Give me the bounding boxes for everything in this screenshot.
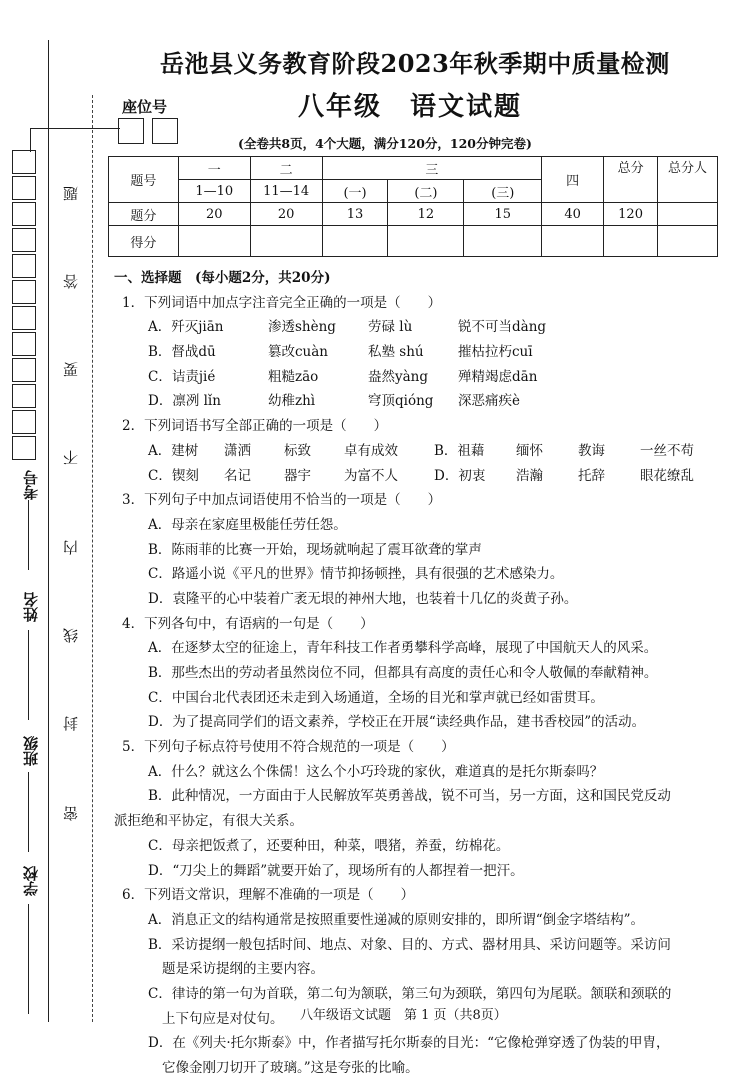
option-item: 缅怀 <box>516 442 543 459</box>
class-label: 班级 <box>22 736 40 766</box>
option-item: 锐不可当dàng <box>458 319 547 336</box>
option-line: D．在《列夫·托尔斯泰》中，作者描写托尔斯泰的目光：“它像枪弹穿透了伪装的甲胄， <box>148 1035 670 1052</box>
table-header-cell: 一 <box>178 157 250 180</box>
score-entry-cell[interactable] <box>178 226 250 257</box>
seal-char: 要 <box>62 362 80 377</box>
option-item: 教诲 <box>578 442 605 459</box>
exam-subtitle: 八年级 语文试题 <box>298 92 523 122</box>
option-line: A．在逐梦太空的征途上，青年科技工作者勇攀科学高峰，展现了中国航天人的风采。 <box>148 640 658 657</box>
seal-char: 不 <box>62 450 80 465</box>
option-item: 托辞 <box>578 467 605 484</box>
table-header-cell: 总分 <box>604 157 658 203</box>
binding-connector-vert <box>30 128 31 152</box>
option-line: A．母亲在家庭里极能任劳任怨。 <box>148 516 347 533</box>
option-item: 潇洒 <box>224 442 251 459</box>
table-cell: 得分 <box>109 226 179 257</box>
question-stem: 2．下列词语书写全部正确的一项是（ ） <box>122 418 388 435</box>
option-item: 摧枯拉朽cuī <box>458 344 533 361</box>
option-item: 幼稚zhì <box>268 393 316 410</box>
option-line: D．为了提高同学们的语文素养，学校正在开展“读经典作品，建书香校园”的活动。 <box>148 714 646 731</box>
exam-number-box[interactable] <box>12 436 36 460</box>
exam-number-box[interactable] <box>12 280 36 304</box>
score-entry-cell[interactable] <box>464 226 542 257</box>
option-item: 粗糙zāo <box>268 368 319 385</box>
score-table-row <box>109 203 718 226</box>
exam-number-box[interactable] <box>12 384 36 408</box>
table-cell: 15 <box>464 203 542 226</box>
table-header-cell: 四 <box>542 157 604 203</box>
exam-number-box[interactable] <box>12 202 36 226</box>
option-line: A．什么？就这么个侏儒！这么个小巧玲珑的家伙，难道真的是托尔斯泰吗？ <box>148 763 604 780</box>
class-underline <box>28 772 29 852</box>
page-footer: 八年级语文试题 第 1 页（共8页） <box>300 1008 507 1023</box>
exam-number-box[interactable] <box>12 306 36 330</box>
exam-number-box[interactable] <box>12 254 36 278</box>
school-label: 学校 <box>22 866 40 896</box>
option-item: 劳碌 lù <box>368 319 413 336</box>
option-item: 标致 <box>284 442 311 459</box>
score-entry-cell[interactable] <box>658 226 718 257</box>
score-entry-cell[interactable] <box>322 226 388 257</box>
option-line: B．那些杰出的劳动者虽然岗位不同，但都具有高度的责任心和令人敬佩的奉献精神。 <box>148 665 658 681</box>
option-item: 卓有成效 <box>344 442 398 459</box>
exam-number-box[interactable] <box>12 150 36 174</box>
option-item: 名记 <box>224 467 251 484</box>
name-label: 姓名 <box>22 592 40 622</box>
table-header-cell: 二 <box>250 157 322 180</box>
table-cell: 13 <box>322 203 388 226</box>
section-heading: 一、选择题 (每小题2分，共20分) <box>114 270 331 286</box>
option-item: 为富不人 <box>344 467 398 484</box>
table-cell: 120 <box>604 203 658 226</box>
seat-number-box[interactable] <box>152 118 178 144</box>
school-underline <box>28 904 29 1014</box>
exam-no-underline <box>28 500 29 570</box>
option-item: C．锲刻 <box>148 467 199 484</box>
score-table-row <box>109 157 718 180</box>
table-subheader-cell: 1—10 <box>178 180 250 203</box>
option-item: A．歼灭jiān <box>148 319 224 336</box>
question-stem: 1．下列词语中加点字注音完全正确的一项是（ ） <box>122 294 442 311</box>
option-item: 殚精竭虑dān <box>458 368 538 385</box>
option-line: B．此种情况，一方面由于人民解放军英勇善战，锐不可当，另一方面，这和国民党反动 <box>148 788 671 805</box>
table-cell: 20 <box>178 203 250 226</box>
option-item: 篡改cuàn <box>268 344 328 361</box>
table-header-cell: 题号 <box>109 157 179 203</box>
seal-char: 线 <box>62 628 80 643</box>
binding-connector <box>30 128 120 129</box>
exam-number-box[interactable] <box>12 176 36 200</box>
table-cell[interactable] <box>658 203 718 226</box>
exam-no-label: 考号 <box>22 470 40 500</box>
option-line: 上下句应是对仗句。 <box>162 1010 284 1027</box>
option-line: C．律诗的第一句为首联，第二句为颔联，第三句为颈联，第四句为尾联。颔联和颈联的 <box>148 985 672 1002</box>
option-item: 盎然yàng <box>368 368 429 385</box>
name-underline <box>28 630 29 720</box>
table-subheader-cell: (三) <box>464 180 542 203</box>
exam-number-box[interactable] <box>12 358 36 382</box>
option-row <box>114 315 726 340</box>
score-entry-cell[interactable] <box>388 226 464 257</box>
option-item: 眼花缭乱 <box>640 467 694 484</box>
question-stem: 5．下列句子标点符号使用不符合规范的一项是（ ） <box>122 739 455 756</box>
option-item: 私塾 shú <box>368 344 424 361</box>
seal-char: 答 <box>62 274 80 289</box>
option-item: A．建树 <box>148 442 199 459</box>
score-table-row <box>109 226 718 257</box>
option-line: D．“刀尖上的舞蹈”就要开始了，现场所有的人都捏着一把汗。 <box>148 862 524 879</box>
option-line: 它像金刚刀切开了玻璃。”这是夸张的比喻。 <box>162 1060 419 1076</box>
option-line: A．消息正文的结构通常是按照重要性递减的原则安排的，即所谓“倒金字塔结构”。 <box>148 911 645 928</box>
option-line: B．采访提纲一般包括时间、地点、对象、目的、方式、器材用具、采访问题等。采访问 <box>148 936 671 953</box>
option-item: C．诘责jié <box>148 368 216 385</box>
seal-char: 题 <box>62 186 80 201</box>
score-entry-cell[interactable] <box>542 226 604 257</box>
seat-number-label: 座位号 <box>122 98 168 116</box>
exam-number-box[interactable] <box>12 228 36 252</box>
option-item: 穹顶qióng <box>368 393 434 410</box>
option-row <box>114 389 726 414</box>
table-cell: 题分 <box>109 203 179 226</box>
exam-number-box[interactable] <box>12 332 36 356</box>
table-subheader-cell: (二) <box>388 180 464 203</box>
table-cell: 20 <box>250 203 322 226</box>
table-subheader-cell: 11—14 <box>250 180 322 203</box>
option-line: B．陈雨菲的比赛一开始，现场就响起了震耳欲聋的掌声 <box>148 541 482 558</box>
option-line: C．母亲把饭煮了，还要种田，种菜，喂猪，养蚕，纺棉花。 <box>148 837 510 854</box>
seal-char: 封 <box>62 716 80 731</box>
question-stem: 6．下列语文常识，理解不准确的一项是（ ） <box>122 887 415 904</box>
score-table <box>108 156 718 257</box>
question-stem: 4．下列各句中，有语病的一句是（ ） <box>122 615 374 632</box>
seal-char: 内 <box>62 540 80 555</box>
binding-line-dashed <box>92 95 93 1022</box>
option-row <box>114 365 726 390</box>
score-entry-cell[interactable] <box>250 226 322 257</box>
table-header-cell: 三 <box>322 157 542 180</box>
question-stem: 3．下列句子中加点词语使用不恰当的一项是（ ） <box>122 492 442 509</box>
option-item: 器宇 <box>284 467 311 484</box>
exam-number-box[interactable] <box>12 410 36 434</box>
option-item: 深恶痛疾è <box>458 393 520 410</box>
seal-char: 密 <box>62 806 80 821</box>
score-entry-cell[interactable] <box>604 226 658 257</box>
table-cell: 40 <box>542 203 604 226</box>
option-line: C．路遥小说《平凡的世界》情节抑扬顿挫，具有很强的艺术感染力。 <box>148 566 564 583</box>
option-item: B．祖藉 <box>434 442 485 459</box>
option-row <box>114 439 726 464</box>
binding-line-outer <box>48 40 49 1022</box>
option-item: 一丝不苟 <box>640 442 694 459</box>
option-row <box>114 340 726 365</box>
option-line: C．中国台北代表团还未走到入场通道，全场的目光和掌声就已经如雷贯耳。 <box>148 689 604 706</box>
option-line: D．袁隆平的心中装着广袤无垠的神州大地，也装着十几亿的炎黄子孙。 <box>148 590 578 607</box>
table-cell: 12 <box>388 203 464 226</box>
exam-note: (全卷共8页，4个大题，满分120分，120分钟完卷) <box>238 136 532 151</box>
table-header-cell: 总分人 <box>658 157 718 203</box>
seat-number-box[interactable] <box>118 118 144 144</box>
exam-number-boxes <box>12 150 38 462</box>
table-subheader-cell: (一) <box>322 180 388 203</box>
exam-title: 岳池县义务教育阶段2023年秋季期中质量检测 <box>160 49 670 78</box>
option-item: 浩瀚 <box>516 467 543 484</box>
option-row <box>114 464 726 489</box>
option-item: D．初衷 <box>434 467 486 484</box>
option-item: D．凛冽 lǐn <box>148 393 221 410</box>
option-line: 派拒绝和平协定，有很大关系。 <box>114 813 303 830</box>
option-item: B．督战dū <box>148 344 216 361</box>
option-line: 题是采访提纲的主要内容。 <box>162 961 324 978</box>
question-content <box>114 266 726 1081</box>
option-item: 渗透shèng <box>268 319 336 336</box>
